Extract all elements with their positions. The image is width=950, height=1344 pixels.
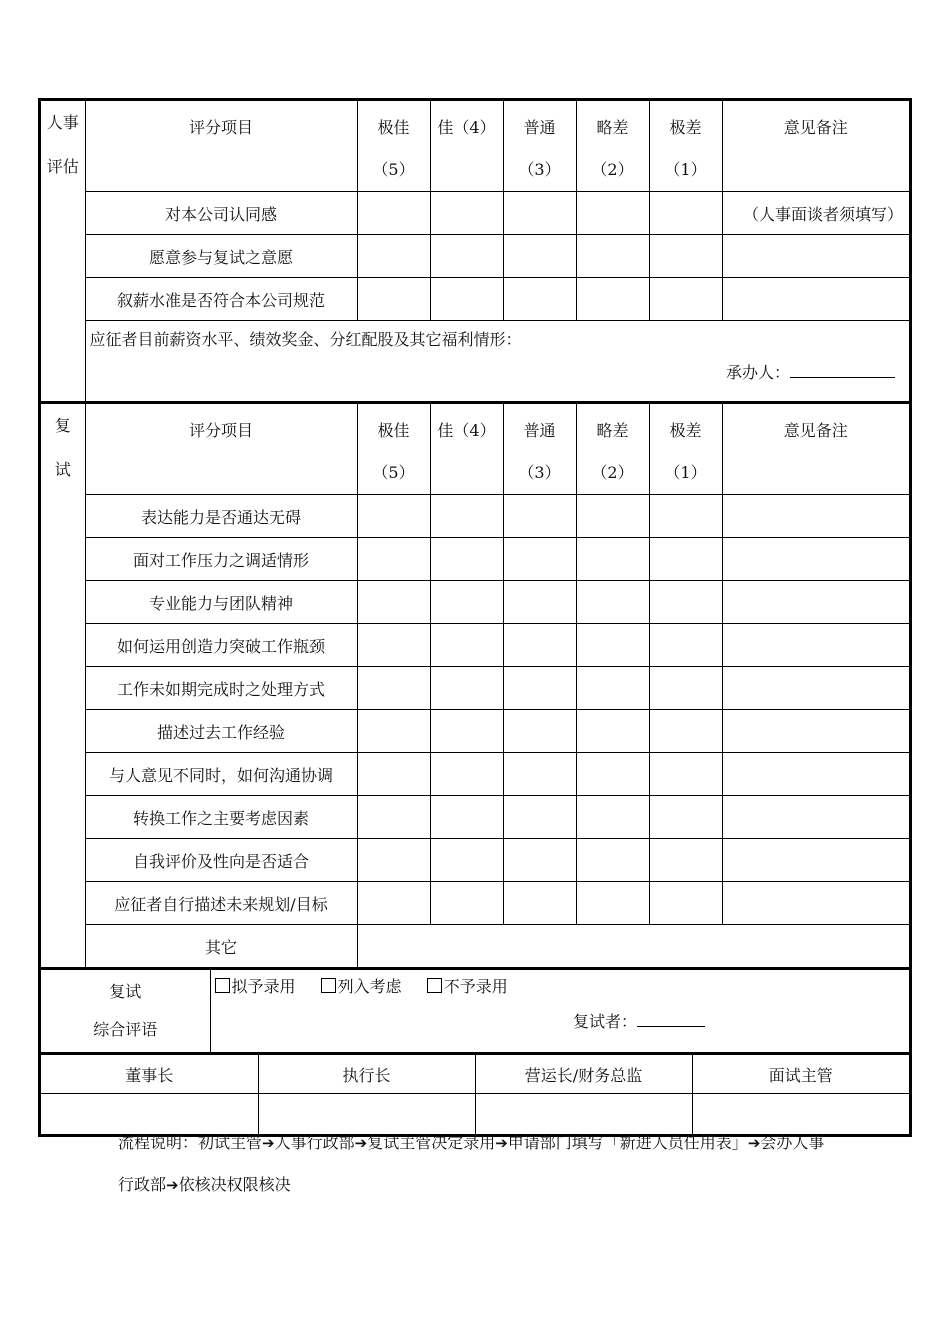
score-cell[interactable]	[576, 839, 649, 882]
score-cell[interactable]	[430, 624, 503, 667]
arrow-right-icon: ➔	[262, 1134, 275, 1152]
score-cell[interactable]	[357, 667, 430, 710]
interview-evaluation-form	[38, 98, 912, 1137]
salary-row	[41, 321, 909, 402]
score-cell[interactable]	[503, 839, 576, 882]
score-cell[interactable]	[649, 235, 722, 278]
remark-cell[interactable]	[722, 882, 909, 925]
handler-blank[interactable]	[790, 361, 895, 378]
hr-row	[41, 278, 909, 321]
score-cell[interactable]	[503, 710, 576, 753]
flow-step: 依核决权限核决	[178, 1175, 291, 1194]
score-cell[interactable]	[430, 581, 503, 624]
summary-row	[41, 970, 909, 1052]
signature-header-row	[41, 1055, 909, 1094]
remark-note: （人事面谈者须填写）	[722, 192, 909, 235]
score-cell[interactable]	[430, 235, 503, 278]
summary-options-cell	[210, 970, 909, 1052]
score-cell[interactable]	[649, 624, 722, 667]
retest-summary-section	[41, 970, 909, 1055]
score-cell[interactable]	[576, 882, 649, 925]
score-cell[interactable]	[430, 710, 503, 753]
retest-item-label: 表达能力是否通达无碍	[85, 495, 357, 538]
option-reject[interactable]: 不予录用	[427, 977, 508, 996]
score-cell[interactable]	[576, 235, 649, 278]
summary-label: 复试 综合评语	[41, 970, 210, 1052]
salary-text: 应征者目前薪资水平、绩效奖金、分红配股及其它福利情形：	[89, 330, 522, 349]
retest-item-label: 如何运用创造力突破工作瓶颈	[85, 624, 357, 667]
retest-item-label: 转换工作之主要考虑因素	[85, 796, 357, 839]
score-4-header: 佳（4）	[430, 404, 503, 495]
score-cell[interactable]	[503, 624, 576, 667]
signature-title: 营运长/财务总监	[475, 1055, 692, 1094]
score-cell[interactable]	[649, 667, 722, 710]
flow-prefix: 流程说明：	[118, 1133, 199, 1152]
handler-signature: 承办人：	[86, 350, 910, 383]
remark-cell[interactable]	[722, 278, 909, 321]
hr-item-label: 对本公司认同感	[85, 192, 357, 235]
score-cell[interactable]	[649, 495, 722, 538]
score-cell[interactable]	[357, 796, 430, 839]
score-cell[interactable]	[649, 710, 722, 753]
score-cell[interactable]	[357, 581, 430, 624]
option-consider[interactable]: 列入考虑	[321, 977, 402, 996]
hr-row	[41, 192, 909, 235]
score-cell[interactable]	[576, 192, 649, 235]
retest-item-label: 面对工作压力之调适情形	[85, 538, 357, 581]
score-cell[interactable]	[576, 753, 649, 796]
retest-item-label: 工作未如期完成时之处理方式	[85, 667, 357, 710]
score-cell[interactable]	[576, 710, 649, 753]
retest-section-label: 复 试	[41, 404, 85, 967]
score-cell[interactable]	[430, 495, 503, 538]
retest-header-row	[41, 404, 909, 495]
score-cell[interactable]	[649, 538, 722, 581]
retest-row	[41, 710, 909, 753]
score-cell[interactable]	[430, 753, 503, 796]
flow-step: 初试主管	[198, 1133, 263, 1152]
flow-step: 申请部门填写「新进人员任用表」	[507, 1133, 748, 1152]
flow-step: 复试主管决定录用	[367, 1133, 496, 1152]
score-3-header: 普通 （3）	[503, 101, 576, 192]
score-cell[interactable]	[576, 581, 649, 624]
arrow-right-icon: ➔	[354, 1134, 368, 1152]
score-cell[interactable]	[649, 882, 722, 925]
score-cell[interactable]	[503, 581, 576, 624]
score-cell[interactable]	[357, 495, 430, 538]
score-cell[interactable]	[649, 753, 722, 796]
remark-cell[interactable]	[722, 624, 909, 667]
score-cell[interactable]	[649, 192, 722, 235]
score-cell[interactable]	[357, 882, 430, 925]
score-2-header: 略差 （2）	[576, 101, 649, 192]
retest-row	[41, 882, 909, 925]
retest-item-label: 与人意见不同时，如何沟通协调	[85, 753, 357, 796]
score-cell[interactable]	[649, 581, 722, 624]
reviewer-signature: 复试者：	[215, 997, 906, 1032]
reviewer-blank[interactable]	[637, 1010, 705, 1027]
retest-item-label: 描述过去工作经验	[85, 710, 357, 753]
score-cell[interactable]	[357, 839, 430, 882]
retest-item-label: 自我评价及性向是否适合	[85, 839, 357, 882]
retest-row	[41, 667, 909, 710]
score-cell[interactable]	[503, 278, 576, 321]
score-cell[interactable]	[503, 882, 576, 925]
hr-item-label: 叙薪水准是否符合本公司规范	[85, 278, 357, 321]
remark-cell[interactable]	[722, 581, 909, 624]
arrow-right-icon: ➔	[166, 1176, 179, 1194]
score-cell[interactable]	[649, 278, 722, 321]
hr-evaluation-section	[41, 101, 909, 404]
score-cell[interactable]	[649, 796, 722, 839]
retest-row	[41, 581, 909, 624]
retest-item-label: 专业能力与团队精神	[85, 581, 357, 624]
retest-item-header: 评分项目	[85, 404, 357, 495]
score-cell[interactable]	[576, 624, 649, 667]
retest-other-cell[interactable]	[357, 925, 909, 968]
score-cell[interactable]	[503, 538, 576, 581]
retest-row	[41, 753, 909, 796]
hr-header-row	[41, 101, 909, 192]
retest-row	[41, 624, 909, 667]
option-hire[interactable]: 拟予录用	[215, 977, 296, 996]
remark-cell[interactable]	[722, 667, 909, 710]
score-cell[interactable]	[503, 495, 576, 538]
score-cell[interactable]	[357, 192, 430, 235]
score-cell[interactable]	[503, 796, 576, 839]
score-cell[interactable]	[576, 796, 649, 839]
signature-title: 面试主管	[692, 1055, 909, 1094]
retest-row	[41, 839, 909, 882]
checkbox-icon[interactable]	[215, 978, 230, 993]
retest-other-row	[41, 925, 909, 968]
score-3-header: 普通 （3）	[503, 404, 576, 495]
retest-row	[41, 495, 909, 538]
score-cell[interactable]	[576, 495, 649, 538]
retest-other-label: 其它	[85, 925, 357, 968]
score-cell[interactable]	[357, 278, 430, 321]
remark-header: 意见备注	[722, 404, 909, 495]
hr-item-header: 评分项目	[85, 101, 357, 192]
checkbox-icon[interactable]	[427, 978, 442, 993]
score-4-header: 佳（4）	[430, 101, 503, 192]
arrow-right-icon: ➔	[495, 1134, 508, 1152]
remark-cell[interactable]	[722, 839, 909, 882]
score-cell[interactable]	[503, 753, 576, 796]
signature-title: 执行长	[258, 1055, 475, 1094]
score-cell[interactable]	[430, 796, 503, 839]
score-cell[interactable]	[357, 624, 430, 667]
score-cell[interactable]	[430, 278, 503, 321]
salary-cell[interactable]	[85, 321, 909, 402]
signature-title: 董事长	[41, 1055, 258, 1094]
score-cell[interactable]	[503, 192, 576, 235]
retest-row	[41, 796, 909, 839]
score-cell[interactable]	[357, 753, 430, 796]
score-cell[interactable]	[357, 235, 430, 278]
score-cell[interactable]	[430, 667, 503, 710]
checkbox-icon[interactable]	[321, 978, 336, 993]
score-cell[interactable]	[357, 710, 430, 753]
remark-cell[interactable]	[722, 495, 909, 538]
score-cell[interactable]	[503, 235, 576, 278]
score-cell[interactable]	[357, 538, 430, 581]
remark-cell[interactable]	[722, 710, 909, 753]
hr-row	[41, 235, 909, 278]
score-cell[interactable]	[576, 278, 649, 321]
score-5-header: 极佳 （5）	[357, 404, 430, 495]
retest-evaluation-section	[41, 404, 909, 970]
flow-step: 人事行政部	[274, 1133, 355, 1152]
score-cell[interactable]	[430, 839, 503, 882]
retest-row	[41, 538, 909, 581]
arrow-right-icon: ➔	[747, 1134, 761, 1152]
remark-cell[interactable]	[722, 538, 909, 581]
score-2-header: 略差 （2）	[576, 404, 649, 495]
score-cell[interactable]	[503, 667, 576, 710]
remark-cell[interactable]	[722, 235, 909, 278]
hr-section-label: 人事 评估	[41, 101, 85, 401]
score-cell[interactable]	[576, 667, 649, 710]
score-1-header: 极差 （1）	[649, 404, 722, 495]
score-cell[interactable]	[430, 882, 503, 925]
hr-item-label: 愿意参与复试之意愿	[85, 235, 357, 278]
score-cell[interactable]	[430, 192, 503, 235]
score-5-header: 极佳 （5）	[357, 101, 430, 192]
flow-step: 会办人事行政部	[118, 1133, 825, 1194]
score-cell[interactable]	[576, 538, 649, 581]
score-1-header: 极差 （1）	[649, 101, 722, 192]
remark-header: 意见备注	[722, 101, 909, 192]
retest-item-label: 应征者自行描述未来规划/目标	[85, 882, 357, 925]
process-description	[118, 1122, 838, 1206]
score-cell[interactable]	[649, 839, 722, 882]
remark-cell[interactable]	[722, 796, 909, 839]
score-cell[interactable]	[430, 538, 503, 581]
remark-cell[interactable]	[722, 753, 909, 796]
